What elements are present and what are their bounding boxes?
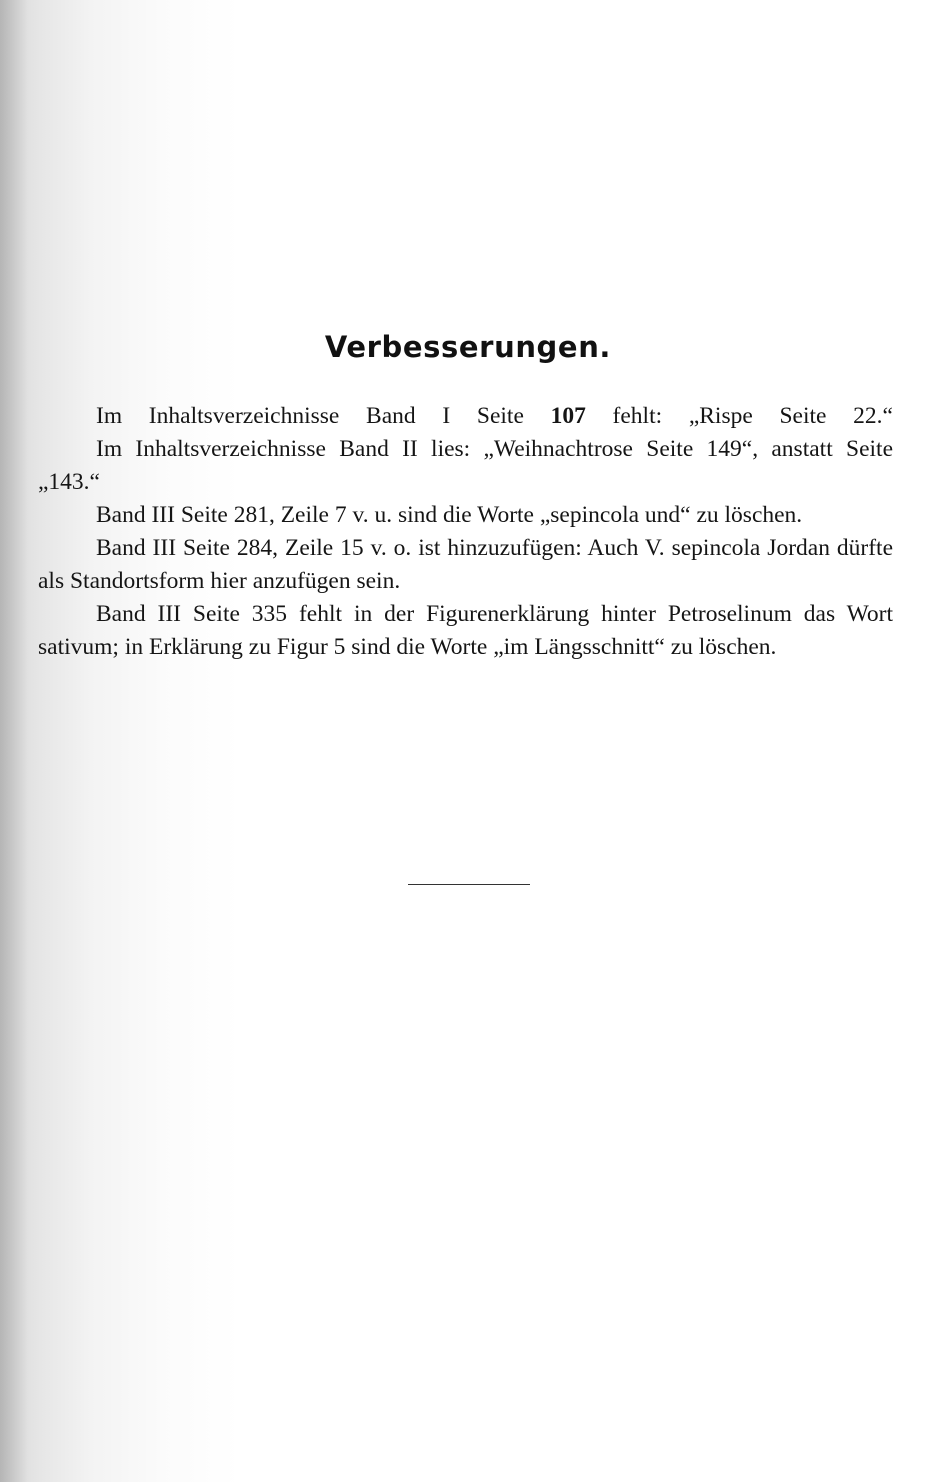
correction-paragraph-2: Im Inhaltsverzeichnisse Band II lies: „Weihnachtrose Seite 149“, anstatt Seite „143.“	[38, 436, 893, 495]
correction-1-text-after: fehlt: „Rispe Seite 22.“	[585, 403, 893, 429]
correction-paragraph-3: Band III Seite 281, Zeile 7 v. u. sind die Worte „sepincola und“ zu löschen.	[96, 502, 803, 528]
corrections-list	[38, 400, 893, 664]
correction-paragraph-1	[38, 400, 893, 433]
correction-paragraph-4: Band III Seite 284, Zeile 15 v. o. ist hinzuzufügen: Auch V. sepincola Jordan dürfte als Standortsform hier anzufügen sein.	[38, 535, 893, 594]
correction-1-page-number: 107	[550, 403, 586, 429]
page-binding-shadow	[0, 0, 28, 1482]
correction-paragraph-5: Band III Seite 335 fehlt in der Figurenerklärung hinter Petroselinum das Wort sativum; in Erklärung zu Figur 5 sind die Worte „im Längsschnitt“ zu löschen.	[38, 601, 893, 660]
closing-rule	[408, 884, 530, 885]
page-title: Verbesserungen.	[324, 330, 612, 364]
correction-1-text-before: Im Inhaltsverzeichnisse Band I Seite	[96, 403, 551, 429]
